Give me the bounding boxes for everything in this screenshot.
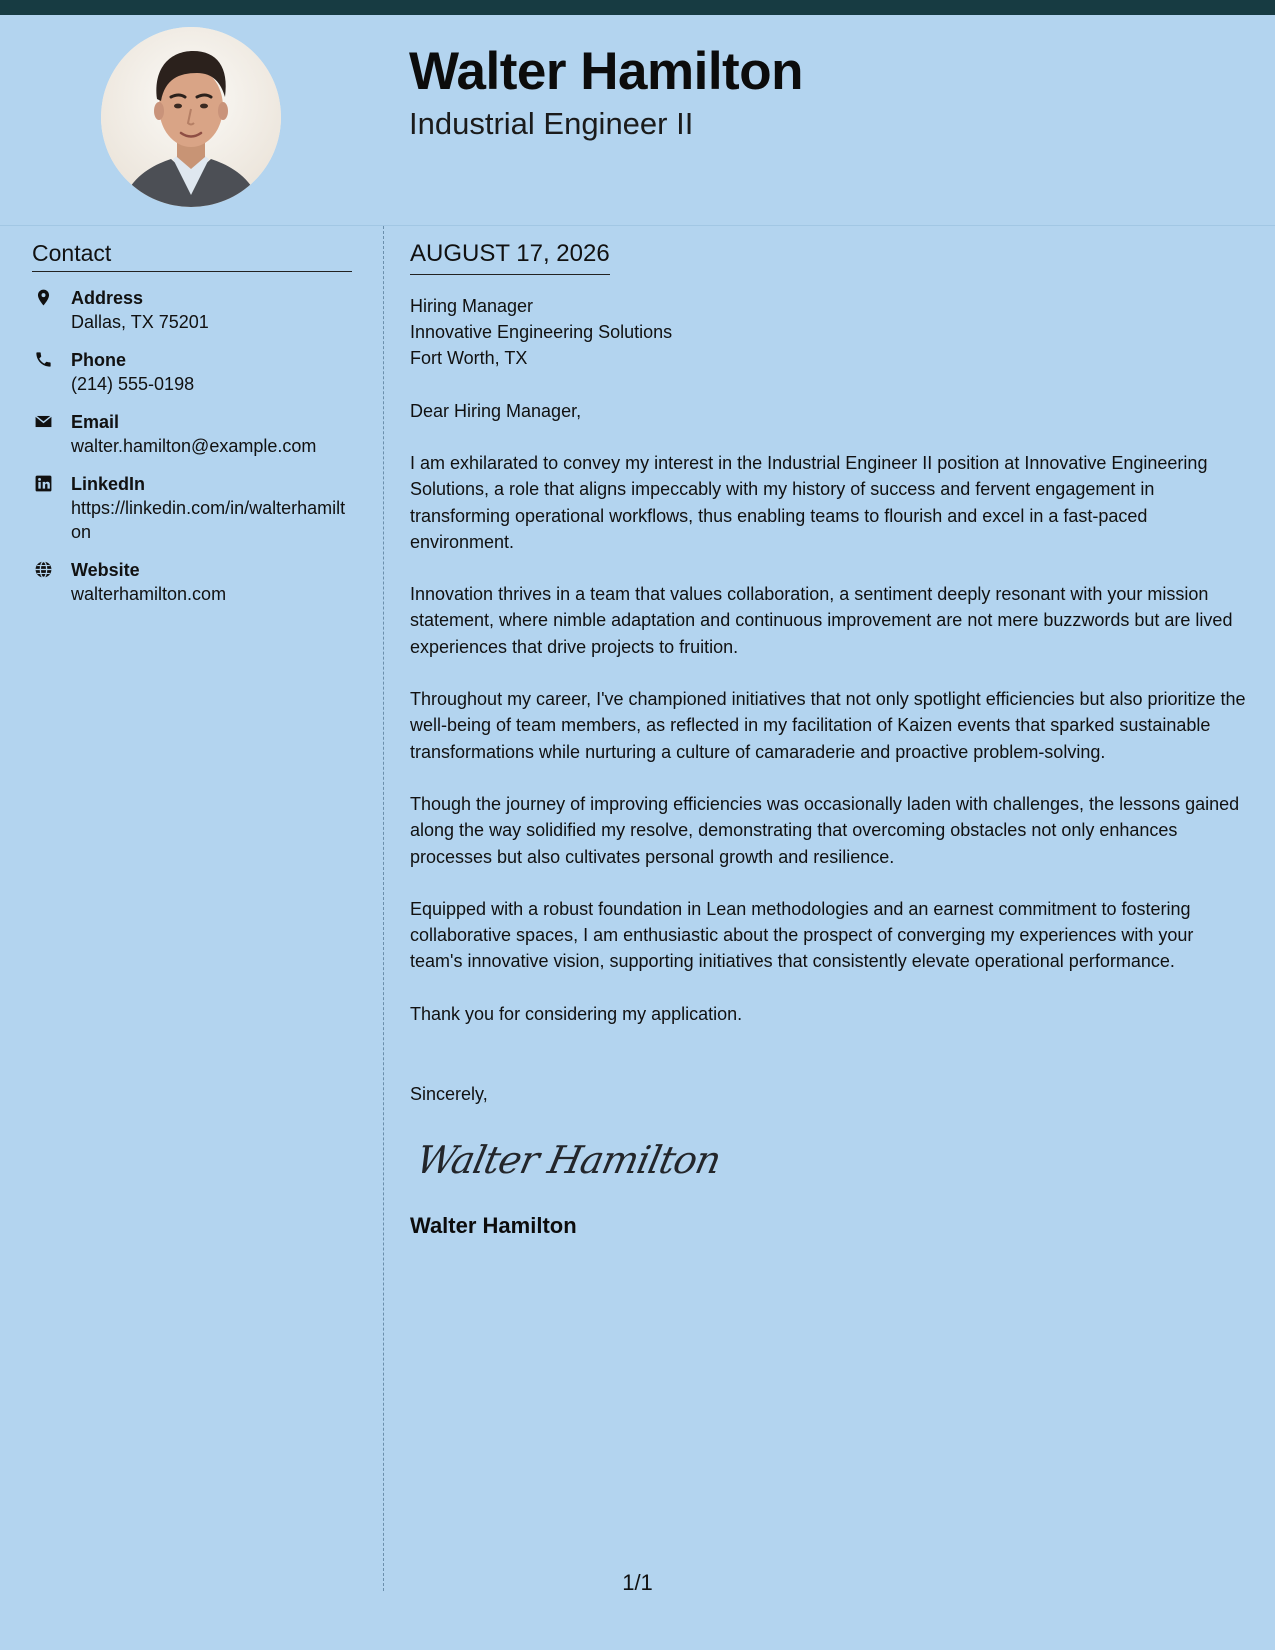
signer-name: Walter Hamilton (410, 1213, 577, 1239)
body-paragraph: Equipped with a robust foundation in Lean methodologies and an earnest commitment to fostering collaborative spaces, I am enthusiastic about the prospect of converging my experiences with your team's innovative vision, supporting initiatives that consistently elevate operational performance. (410, 898, 1194, 972)
map-pin-icon (34, 288, 53, 307)
contact-value: Dallas, TX 75201 (71, 312, 209, 332)
contact-address (32, 286, 352, 334)
linkedin-icon (34, 474, 53, 493)
letter-date: AUGUST 17, 2026 (410, 240, 610, 275)
contact-label: Address (71, 288, 144, 308)
recipient-block (410, 293, 1250, 371)
contact-phone (32, 348, 352, 396)
phone-icon (34, 350, 53, 369)
avatar (101, 27, 281, 207)
contact-label: LinkedIn (71, 474, 146, 494)
greeting: Dear Hiring Manager, (410, 401, 582, 421)
contact-value: walter.hamilton@example.com (71, 436, 317, 456)
contact-heading: Contact (32, 240, 352, 272)
recipient-name: Hiring Manager (410, 296, 534, 316)
portrait-photo (101, 27, 281, 207)
recipient-company: Innovative Engineering Solutions (410, 322, 673, 342)
contact-linkedin (32, 472, 352, 544)
contact-website (32, 558, 352, 606)
body-paragraph: Though the journey of improving efficiencies was occasionally laden with challenges, the lessons gained along the way solidified my resolve, demonstrating that overcoming obstacles not only enhances processes but also cultivates personal growth and resilience. (410, 793, 1240, 867)
job-title: Industrial Engineer II (409, 106, 694, 141)
contact-value: walterhamilton.com (71, 584, 227, 604)
page-number: 1/1 (622, 1570, 653, 1595)
body-paragraph: Throughout my career, I've championed initiatives that not only spotlight efficiencies but also prioritize the well-being of team members, as reflected in my facilitation of Kaizen events that sparked sustainable transformations while nurturing a culture of camaraderie and proactive problem-solving. (410, 689, 1246, 762)
handwritten-signature: Walter Hamilton (412, 1138, 725, 1183)
contact-value: (214) 555-0198 (71, 374, 195, 394)
body-paragraph: Innovation thrives in a team that values collaboration, a sentiment deeply resonant with your mission statement, where nimble adaptation and continuous improvement are not mere buzzwords but are lived experiences that drive projects to fruition. (410, 584, 1233, 657)
recipient-location: Fort Worth, TX (410, 348, 528, 368)
header (0, 15, 1275, 226)
body-paragraph: I am exhilarated to convey my interest in the Industrial Engineer II position at Innovative Engineering Solutions, a role that aligns impeccably with my history of success and fervent engagement in transforming operational workflows, thus enabling teams to flourish and excel in a fast-paced environment. (410, 453, 1208, 552)
contact-label: Phone (71, 350, 127, 370)
body-paragraph: Thank you for considering my application. (410, 1003, 743, 1024)
contact-label: Website (71, 560, 140, 580)
applicant-name: Walter Hamilton (409, 42, 803, 101)
contact-sidebar (32, 240, 352, 620)
envelope-icon (34, 412, 53, 431)
top-accent-bar (0, 0, 1275, 15)
contact-label: Email (71, 412, 120, 432)
closing: Sincerely, (410, 1084, 488, 1105)
globe-icon (34, 560, 53, 579)
column-divider (383, 226, 384, 1591)
letter-body (410, 240, 1250, 1239)
contact-email (32, 410, 352, 458)
contact-value: https://linkedin.com/in/walterhamilton (71, 498, 346, 542)
